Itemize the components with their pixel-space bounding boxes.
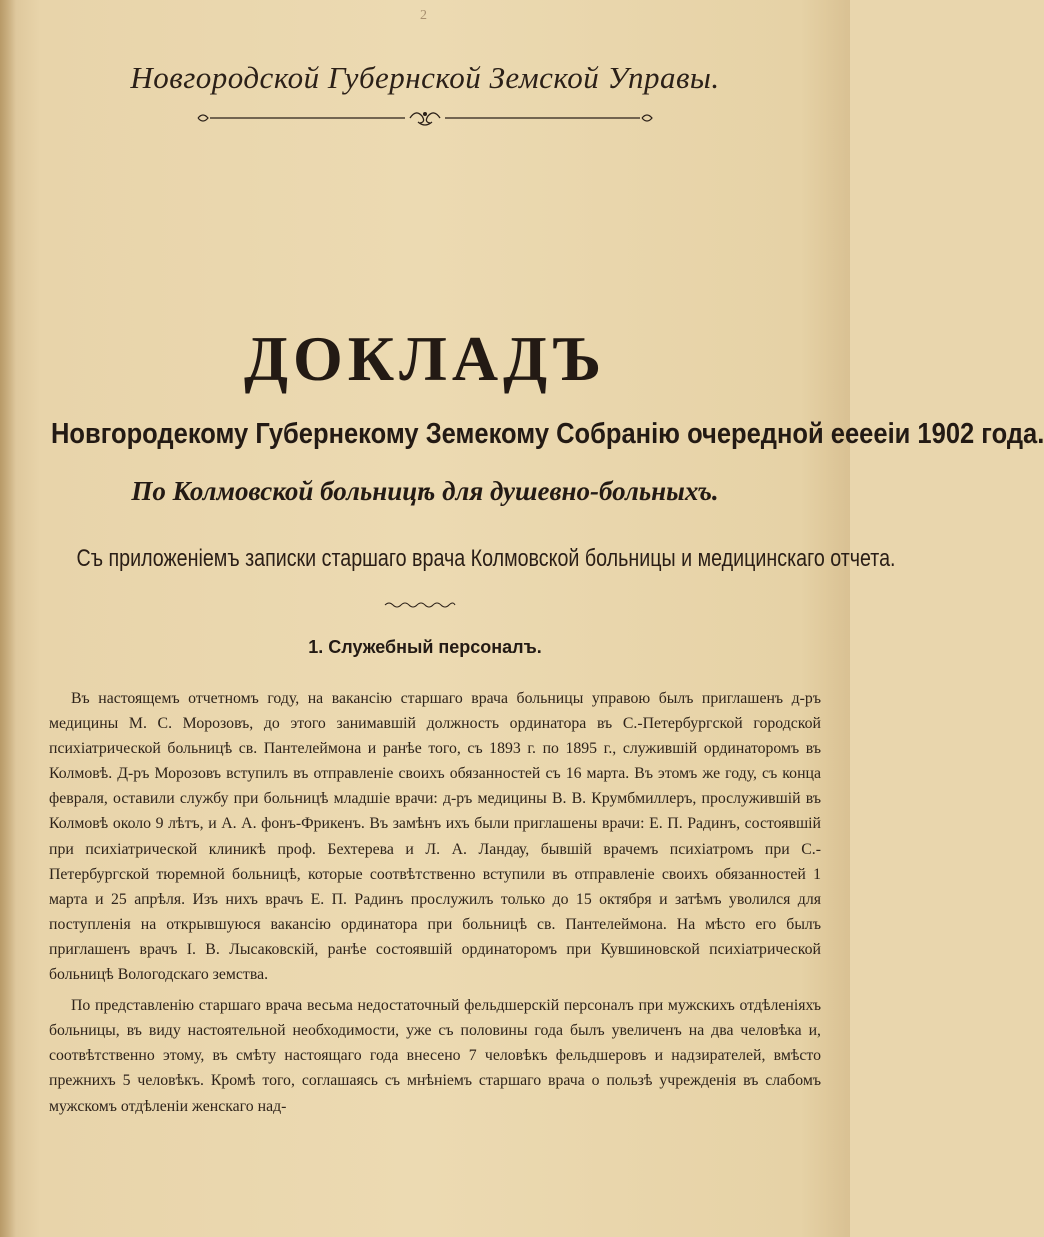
document-subtitle-assembly: Новгородекому Губернекому Земекому Собранію очередной еееeіи 1902 года. — [51, 418, 1044, 450]
page-number-mark: 2 — [420, 8, 427, 23]
section-wave-divider — [385, 600, 455, 610]
header-title: Новгородской Губернской Земской Управы. — [130, 60, 720, 95]
section-body — [49, 686, 821, 1119]
page-binding-shadow — [0, 0, 16, 1237]
paragraph-staff-changes: Въ настоящемъ отчетномъ году, на вакансію старшаго врача больницы управою былъ приглашенъ д-ръ медицины М. С. Морозовъ, до этого занимавшій должность ординатора въ С.-Петербургской городской психіатрической больницѣ св. Пантелеймона и ранѣе того, съ 1893 г. по 1895 г., служившій ординаторомъ въ Колмовѣ. Д-ръ Морозовъ вступилъ въ отправленіе своихъ обязанностей съ 16 марта. Въ этомъ же году, съ конца февраля, оставили службу при больницѣ младшіе врачи: д-ръ медицины В. В. Крумбмиллеръ, прослужившій въ Колмовѣ около 9 лѣтъ, и А. А. фонъ-Фрикенъ. Въ замѣнъ ихъ были приглашены врачи: Е. П. Радинъ, состоявшій при психіатрической клиникѣ проф. Бехтерева и Л. А. Ландау, бывшій врачемъ психіатромъ при С.-Петербургской тюремной больницѣ, которые соотвѣтственно вступили въ отправленіе своихъ обязанностей 1 марта и 25 апрѣля. Изъ нихъ врачъ Е. П. Радинъ прослужилъ только до 15 октября и затѣмъ уволился для поступленія на открывшуюся вакансію ординатора при больницѣ св. Пантелеймона. На мѣсто его былъ приглашенъ врачъ І. В. Лысаковскій, ранѣе состоявшій ординаторомъ при Кувшиновской психіатрической больницѣ Вологодскаго земства. — [49, 690, 821, 984]
header-ornament-divider — [190, 108, 660, 128]
document-subtitle-attachments: Съ приложеніемъ записки старшаго врача Колмовской больницы и медицинскаго отчета. — [76, 545, 896, 572]
document-subtitle-hospital: По Колмовской больницѣ для душевно-больныхъ. — [131, 476, 719, 506]
document-title: ДОКЛАДЪ — [243, 323, 607, 394]
section-heading: 1. Служебный персоналъ. — [308, 637, 542, 657]
paragraph-feldsher-staff: По представленію старшаго врача весьма недостаточный фельдшерскій персоналъ при мужскихъ отдѣленіяхъ больницы, въ виду настоятельной необходимости, уже съ половины года былъ увеличенъ на два человѣка и, соотвѣтственно этому, въ смѣту настоящаго года внесено 7 человѣкъ фельдшеровъ и надзирателей, вмѣсто прежнихъ 5 человѣкъ. Кромѣ того, соглашаясь съ мнѣніемъ старшаго врача о пользѣ учрежденія въ слабомъ мужскомъ отдѣленіи женскаго над- — [49, 997, 821, 1115]
